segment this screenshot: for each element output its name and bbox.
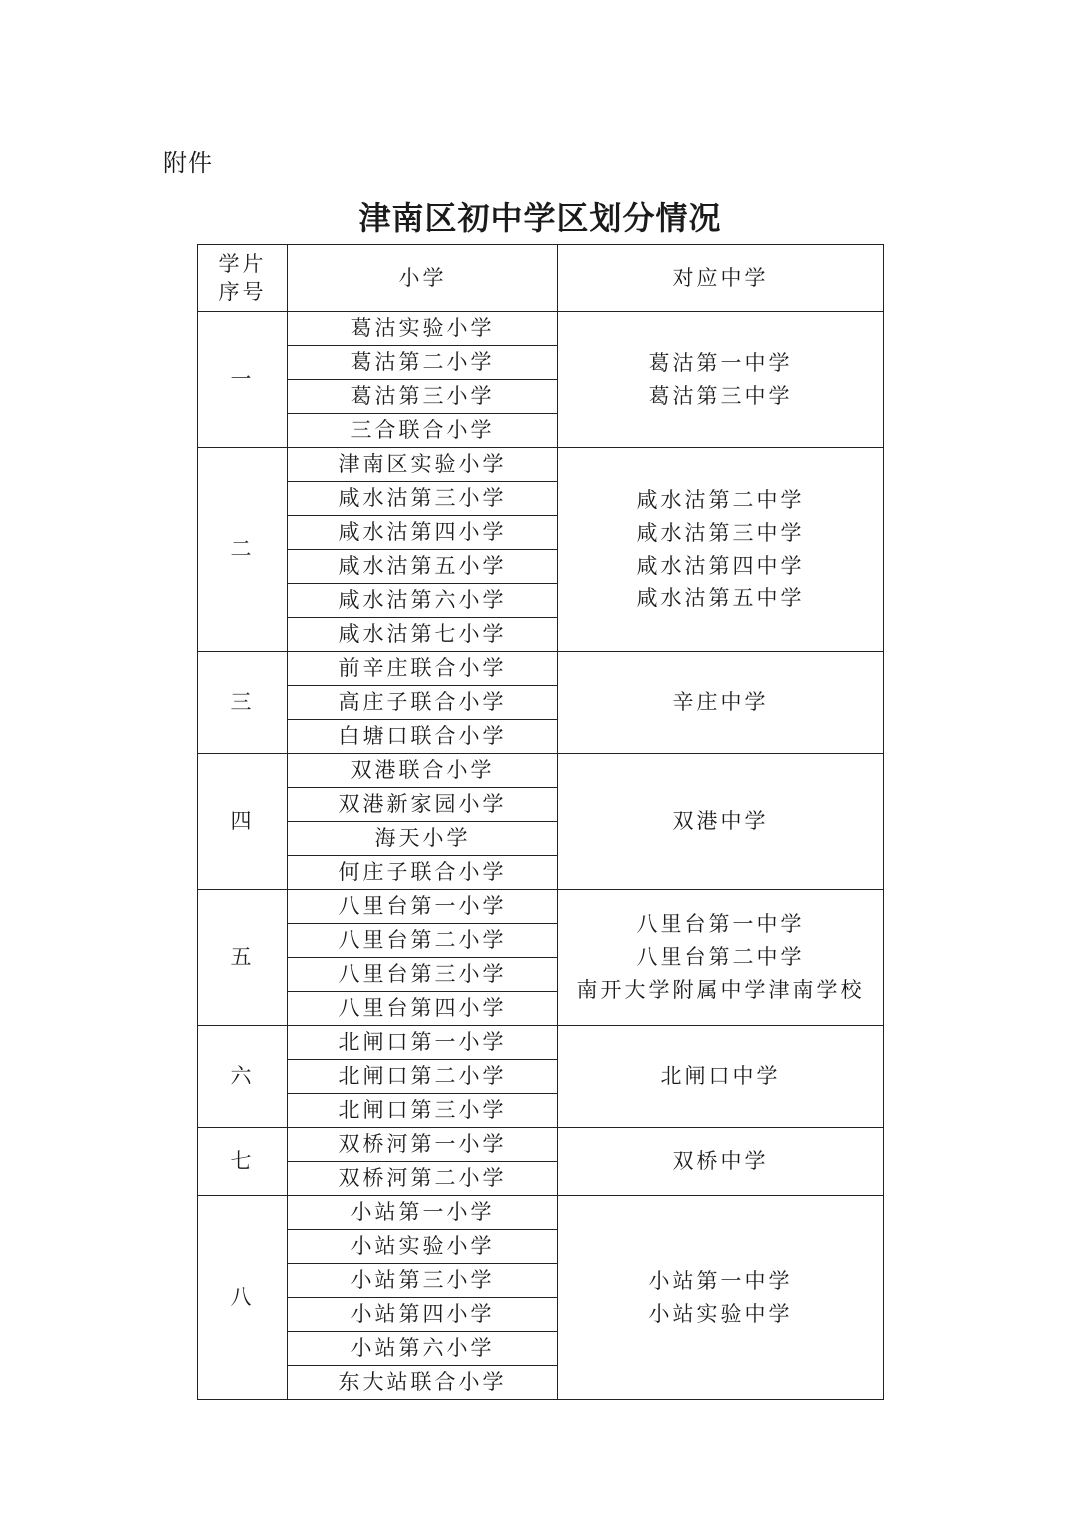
primary-school-cell: 东大站联合小学 <box>288 1366 558 1400</box>
header-middle: 对应中学 <box>558 245 884 312</box>
middle-school-cell <box>558 1196 884 1400</box>
middle-school-cell <box>558 652 884 754</box>
middle-school-name: 双桥中学 <box>672 1149 769 1174</box>
primary-school-cell: 北闸口第二小学 <box>288 1060 558 1094</box>
middle-school-cell <box>558 448 884 652</box>
table-header-row <box>198 245 884 312</box>
middle-school-cell <box>558 890 884 1026</box>
primary-school-cell: 高庄子联合小学 <box>288 686 558 720</box>
district-seq-cell: 一 <box>198 312 288 448</box>
middle-school-name: 葛沽第三中学 <box>648 383 793 408</box>
district-seq-cell: 二 <box>198 448 288 652</box>
page-title: 津南区初中学区划分情况 <box>358 199 722 237</box>
middle-school-name: 咸水沽第四中学 <box>636 553 805 578</box>
primary-school-cell: 咸水沽第七小学 <box>288 618 558 652</box>
primary-school-cell: 小站第一小学 <box>288 1196 558 1230</box>
district-seq-cell: 四 <box>198 754 288 890</box>
table-row <box>198 1196 884 1230</box>
middle-school-name: 南开大学附属中学津南学校 <box>576 977 865 1002</box>
middle-school-cell <box>558 754 884 890</box>
primary-school-cell: 葛沽实验小学 <box>288 312 558 346</box>
primary-school-cell: 咸水沽第六小学 <box>288 584 558 618</box>
primary-school-cell: 何庄子联合小学 <box>288 856 558 890</box>
middle-school-name: 八里台第二中学 <box>636 945 805 970</box>
middle-school-name: 小站第一中学 <box>648 1268 793 1293</box>
primary-school-cell: 咸水沽第五小学 <box>288 550 558 584</box>
primary-school-cell: 小站第三小学 <box>288 1264 558 1298</box>
table-row <box>198 1128 884 1162</box>
primary-school-cell: 小站第四小学 <box>288 1298 558 1332</box>
primary-school-cell: 津南区实验小学 <box>288 448 558 482</box>
primary-school-cell: 咸水沽第三小学 <box>288 482 558 516</box>
primary-school-cell: 八里台第一小学 <box>288 890 558 924</box>
middle-school-name: 咸水沽第二中学 <box>636 488 805 513</box>
table-row <box>198 652 884 686</box>
district-seq-cell: 六 <box>198 1026 288 1128</box>
district-seq-cell: 三 <box>198 652 288 754</box>
primary-school-cell: 北闸口第一小学 <box>288 1026 558 1060</box>
district-seq-cell: 八 <box>198 1196 288 1400</box>
middle-school-name: 八里台第一中学 <box>636 912 805 937</box>
middle-school-name: 双港中学 <box>672 809 769 834</box>
header-seq: 学片序号 <box>198 245 288 312</box>
table-row <box>198 448 884 482</box>
primary-school-cell: 双桥河第二小学 <box>288 1162 558 1196</box>
middle-school-name: 小站实验中学 <box>648 1301 793 1326</box>
middle-school-cell <box>558 1128 884 1196</box>
primary-school-cell: 白塘口联合小学 <box>288 720 558 754</box>
middle-school-name: 葛沽第一中学 <box>648 350 793 375</box>
primary-school-cell: 双港联合小学 <box>288 754 558 788</box>
middle-school-name: 咸水沽第五中学 <box>636 586 805 611</box>
table-row <box>198 754 884 788</box>
table-row <box>198 312 884 346</box>
table-row <box>198 1026 884 1060</box>
middle-school-cell <box>558 1026 884 1128</box>
primary-school-cell: 咸水沽第四小学 <box>288 516 558 550</box>
district-seq-cell: 七 <box>198 1128 288 1196</box>
primary-school-cell: 八里台第四小学 <box>288 992 558 1026</box>
primary-school-cell: 双港新家园小学 <box>288 788 558 822</box>
primary-school-cell: 八里台第三小学 <box>288 958 558 992</box>
primary-school-cell: 小站实验小学 <box>288 1230 558 1264</box>
middle-school-name: 北闸口中学 <box>660 1064 781 1089</box>
district-seq-cell: 五 <box>198 890 288 1026</box>
primary-school-cell: 葛沽第三小学 <box>288 380 558 414</box>
middle-school-cell <box>558 312 884 448</box>
table-row <box>198 890 884 924</box>
table-body <box>198 312 884 1400</box>
primary-school-cell: 小站第六小学 <box>288 1332 558 1366</box>
primary-school-cell: 海天小学 <box>288 822 558 856</box>
primary-school-cell: 葛沽第二小学 <box>288 346 558 380</box>
middle-school-name: 辛庄中学 <box>672 690 769 715</box>
primary-school-cell: 三合联合小学 <box>288 414 558 448</box>
primary-school-cell: 前辛庄联合小学 <box>288 652 558 686</box>
primary-school-cell: 双桥河第一小学 <box>288 1128 558 1162</box>
attachment-label: 附件 <box>163 149 213 177</box>
primary-school-cell: 八里台第二小学 <box>288 924 558 958</box>
middle-school-name: 咸水沽第三中学 <box>636 520 805 545</box>
primary-school-cell: 北闸口第三小学 <box>288 1094 558 1128</box>
school-district-table <box>197 244 884 1400</box>
header-primary: 小学 <box>288 245 558 312</box>
